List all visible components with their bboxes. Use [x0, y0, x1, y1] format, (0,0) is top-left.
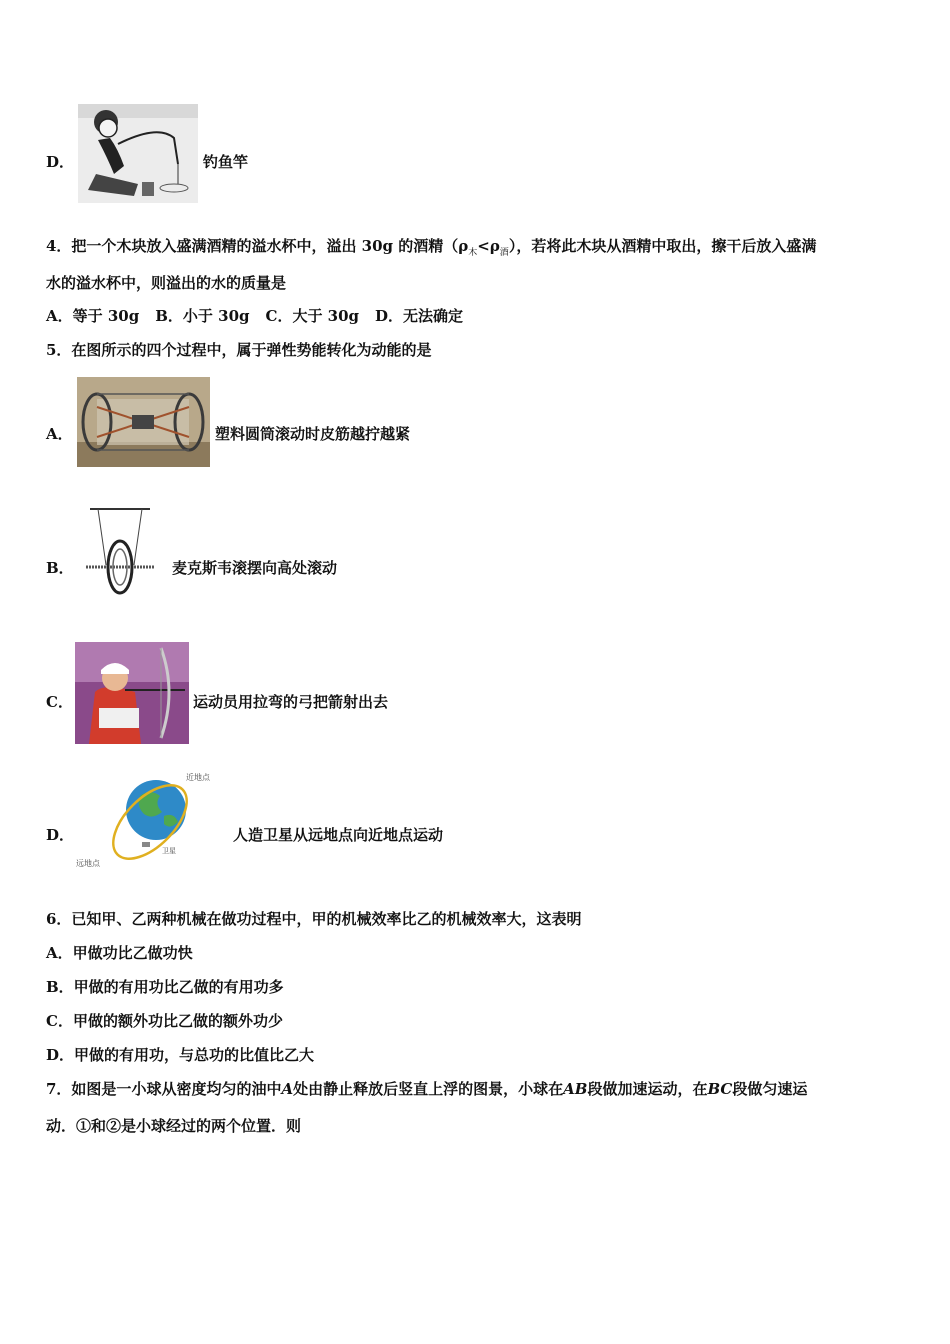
q7-var-ab: AB [563, 1080, 588, 1098]
q7-var-bc: BC [707, 1080, 733, 1098]
q4-stem-mid: <ρ [477, 237, 500, 255]
q6-option-c: C．甲做的额外功比乙做的额外功少 [46, 1012, 283, 1030]
q7-part4: 段做匀速运 [732, 1080, 808, 1098]
q4-option-c: C．大于 30g [265, 307, 360, 325]
q4-stem-line1 [46, 236, 816, 263]
fishing-rod-image [78, 104, 198, 203]
q6-option-d: D．甲做的有用功，与总功的比值比乙大 [46, 1046, 315, 1064]
q5-option-d-letter: D． [46, 826, 75, 844]
q7-stem-line2: 动．①和②是小球经过的两个位置．则 [46, 1117, 302, 1135]
satellite-label: 卫星 [162, 847, 176, 855]
q4-sub-wood: 木 [468, 248, 478, 258]
q4-options [46, 306, 479, 326]
q3-option-d-caption: 钓鱼竿 [203, 153, 249, 171]
q5-option-a-caption: 塑料圆筒滚动时皮筋越拧越紧 [215, 425, 411, 443]
q5-stem: 5．在图所示的四个过程中，属于弹性势能转化为动能的是 [46, 341, 432, 359]
q5-option-d-caption: 人造卫星从远地点向近地点运动 [233, 826, 444, 844]
q6-option-b: B．甲做的有用功比乙做的有用功多 [46, 978, 284, 996]
q4-stem-part1: 4．把一个木块放入盛满酒精的溢水杯中，溢出 30g 的酒精（ρ [46, 237, 469, 255]
q7-part1: 7．如图是一小球从密度均匀的油中 [46, 1080, 282, 1098]
q6-option-a: A．甲做功比乙做功快 [46, 944, 193, 962]
q5-option-c-letter: C． [46, 693, 73, 711]
q6-stem: 6．已知甲、乙两种机械在做功过程中，甲的机械效率比乙的机械效率大，这表明 [46, 910, 582, 928]
q5-option-b-caption: 麦克斯韦滚摆向高处滚动 [172, 559, 338, 577]
q7-var-a: A [281, 1080, 294, 1098]
q4-option-d: D．无法确定 [375, 307, 464, 325]
q5-option-c-caption: 运动员用拉弯的弓把箭射出去 [193, 693, 389, 711]
q5-option-b-letter: B． [46, 559, 74, 577]
q4-sub-alcohol: 酒 [499, 248, 509, 258]
near-point-label: 近地点 [186, 773, 210, 782]
q7-part2: 处由静止释放后竖直上浮的图景，小球在 [293, 1080, 564, 1098]
q7-stem-line1 [46, 1079, 807, 1099]
q5-option-a-letter: A． [46, 425, 73, 443]
archer-image [75, 642, 189, 744]
q4-stem-part2: ），若将此木块从酒精中取出，擦干后放入盛满 [508, 237, 817, 255]
q4-option-b: B．小于 30g [155, 307, 250, 325]
q4-option-a: A．等于 30g [46, 307, 140, 325]
satellite-orbit-image [74, 770, 226, 872]
maxwell-wheel-image [80, 505, 160, 601]
plastic-cylinder-image [77, 377, 210, 467]
q3-option-d-letter: D． [46, 153, 75, 171]
far-point-label: 远地点 [76, 859, 100, 868]
q4-stem-line2: 水的溢水杯中，则溢出的水的质量是 [46, 274, 287, 292]
q7-part3: 段做加速运动，在 [587, 1080, 708, 1098]
